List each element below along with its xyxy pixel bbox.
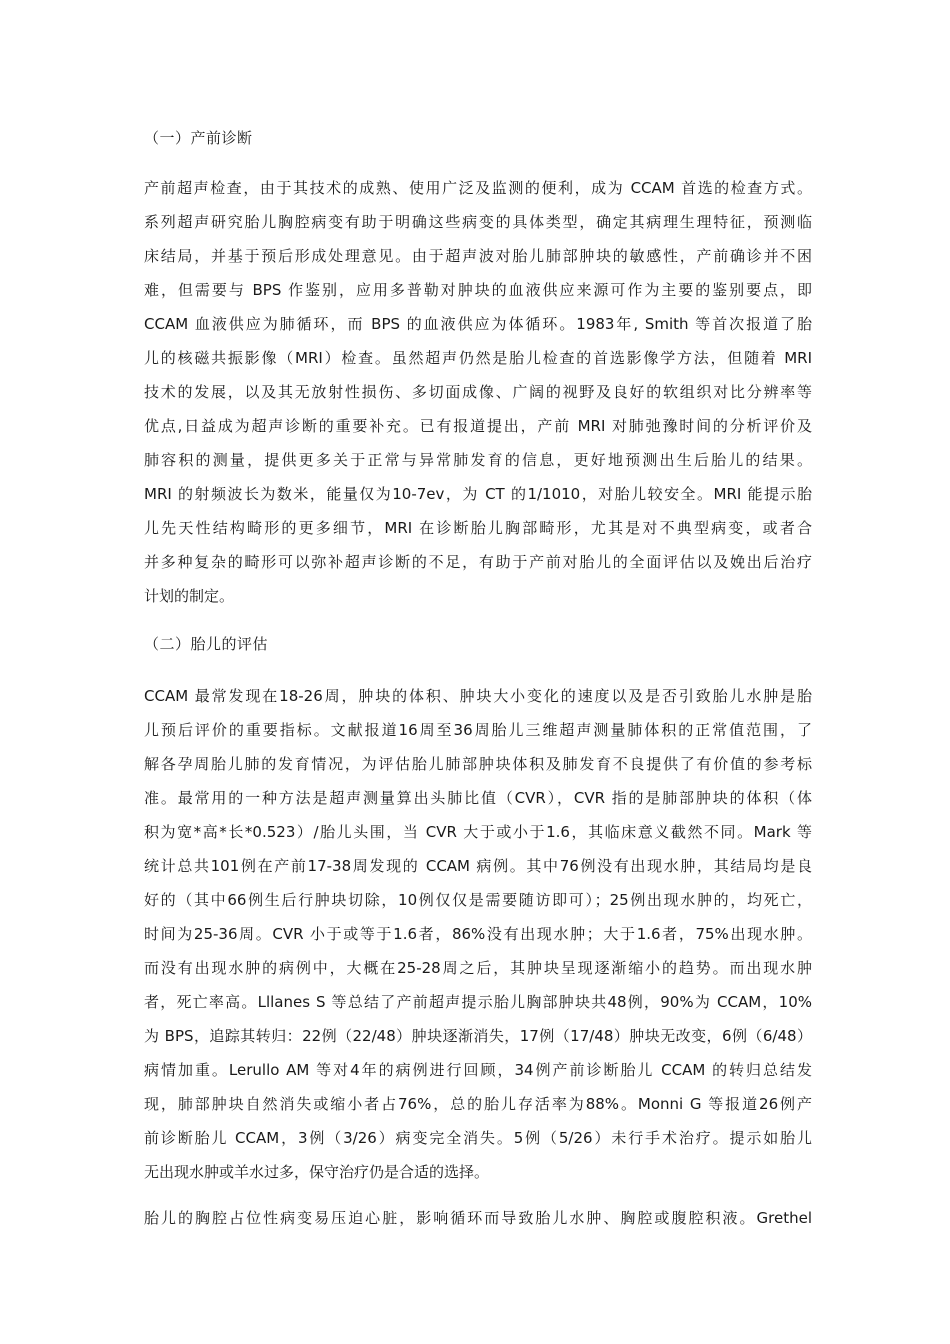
paragraph-line: 者，死亡率高。Lllanes S 等总结了产前超声提示胎儿胸部肿块共48例，90%为 CCAM，10%	[144, 993, 812, 1011]
paragraph-line: 技术的发展，以及其无放射性损伤、多切面成像、广阔的视野及良好的软组织对比分辨率等	[144, 383, 812, 401]
paragraph-line: 准。最常用的一种方法是超声测量算出头肺比值（CVR），CVR 指的是肺部肿块的体积（体	[144, 789, 812, 807]
section-heading-prenatal-diagnosis: （一）产前诊断	[144, 129, 253, 147]
paragraph-line: 统计总共101例在产前17-38周发现的 CCAM 病例。其中76例没有出现水肿，其结局均是良	[144, 857, 812, 875]
paragraph-line: 而没有出现水肿的病例中，大概在25-28周之后，其肿块呈现逐渐缩小的趋势。而出现水肿	[144, 959, 812, 977]
paragraph-line: 无出现水肿或羊水过多，保守治疗仍是合适的选择。	[144, 1163, 490, 1181]
section-heading-fetal-assessment: （二）胎儿的评估	[144, 635, 269, 653]
paragraph-line: MRI 的射频波长为数米，能量仅为10-7ev，为 CT 的1/1010，对胎儿较安全。MRI 能提示胎	[144, 485, 812, 503]
paragraph-line: 肺容积的测量，提供更多关于正常与异常肺发育的信息，更好地预测出生后胎儿的结果。	[144, 451, 812, 469]
paragraph-line: 积为宽*高*长*0.523）/胎儿头围，当 CVR 大于或小于1.6，其临床意义截然不同。Mark 等	[144, 823, 812, 841]
paragraph-line: 系列超声研究胎儿胸腔病变有助于明确这些病变的具体类型，确定其病理生理特征，预测临	[144, 213, 812, 231]
paragraph-line: 解各孕周胎儿肺的发育情况，为评估胎儿肺部肿块体积及肺发育不良提供了有价值的参考标	[144, 755, 812, 773]
paragraph-line: 时间为25-36周。CVR 小于或等于1.6者，86%没有出现水肿；大于1.6者，75%出现水肿。	[144, 925, 812, 943]
paragraph-line: 优点,日益成为超声诊断的重要补充。已有报道提出，产前 MRI 对肺弛豫时间的分析评价及	[144, 417, 812, 435]
paragraph-line: CCAM 血液供应为肺循环，而 BPS 的血液供应为体循环。1983年, Smith 等首次报道了胎	[144, 315, 812, 333]
paragraph-line: 为 BPS，追踪其转归：22例（22/48）肿块逐渐消失，17例（17/48）肿块无改变，6例（6/48）	[144, 1027, 812, 1045]
paragraph-line: 床结局，并基于预后形成处理意见。由于超声波对胎儿肺部肿块的敏感性，产前确诊并不困	[144, 247, 812, 265]
paragraph-line: 病情加重。Lerullo AM 等对4年的病例进行回顾，34例产前诊断胎儿 CCAM 的转归总结发	[144, 1061, 812, 1079]
paragraph-line: 产前超声检查，由于其技术的成熟、使用广泛及监测的便利，成为 CCAM 首选的检查方式。	[144, 179, 812, 197]
paragraph-line: 前诊断胎儿 CCAM，3例（3/26）病变完全消失。5例（5/26）未行手术治疗。提示如胎儿	[144, 1129, 812, 1147]
paragraph-line: 计划的制定。	[144, 587, 235, 605]
paragraph-line: 难，但需要与 BPS 作鉴别，应用多普勒对肿块的血液供应来源可作为主要的鉴别要点，即	[144, 281, 812, 299]
paragraph-line: 儿先天性结构畸形的更多细节，MRI 在诊断胎儿胸部畸形，尤其是对不典型病变，或者合	[144, 519, 812, 537]
paragraph-line: 儿预后评价的重要指标。文献报道16周至36周胎儿三维超声测量肺体积的正常值范围，了	[144, 721, 812, 739]
paragraph-line: 儿的核磁共振影像（MRI）检查。虽然超声仍然是胎儿检查的首选影像学方法，但随着 MRI	[144, 349, 812, 367]
paragraph-line: 好的（其中66例生后行肿块切除，10例仅仅是需要随访即可）；25例出现水肿的，均死亡，	[144, 891, 812, 909]
paragraph-line: 并多种复杂的畸形可以弥补超声诊断的不足，有助于产前对胎儿的全面评估以及娩出后治疗	[144, 553, 812, 571]
paragraph-line: CCAM 最常发现在18-26周，肿块的体积、肿块大小变化的速度以及是否引致胎儿水肿是胎	[144, 687, 812, 705]
paragraph-line: 现，肺部肿块自然消失或缩小者占76%，总的胎儿存活率为88%。Monni G 等报道26例产	[144, 1095, 812, 1113]
paragraph-line: 胎儿的胸腔占位性病变易压迫心脏，影响循环而导致胎儿水肿、胸腔或腹腔积液。Grethel	[144, 1209, 812, 1227]
